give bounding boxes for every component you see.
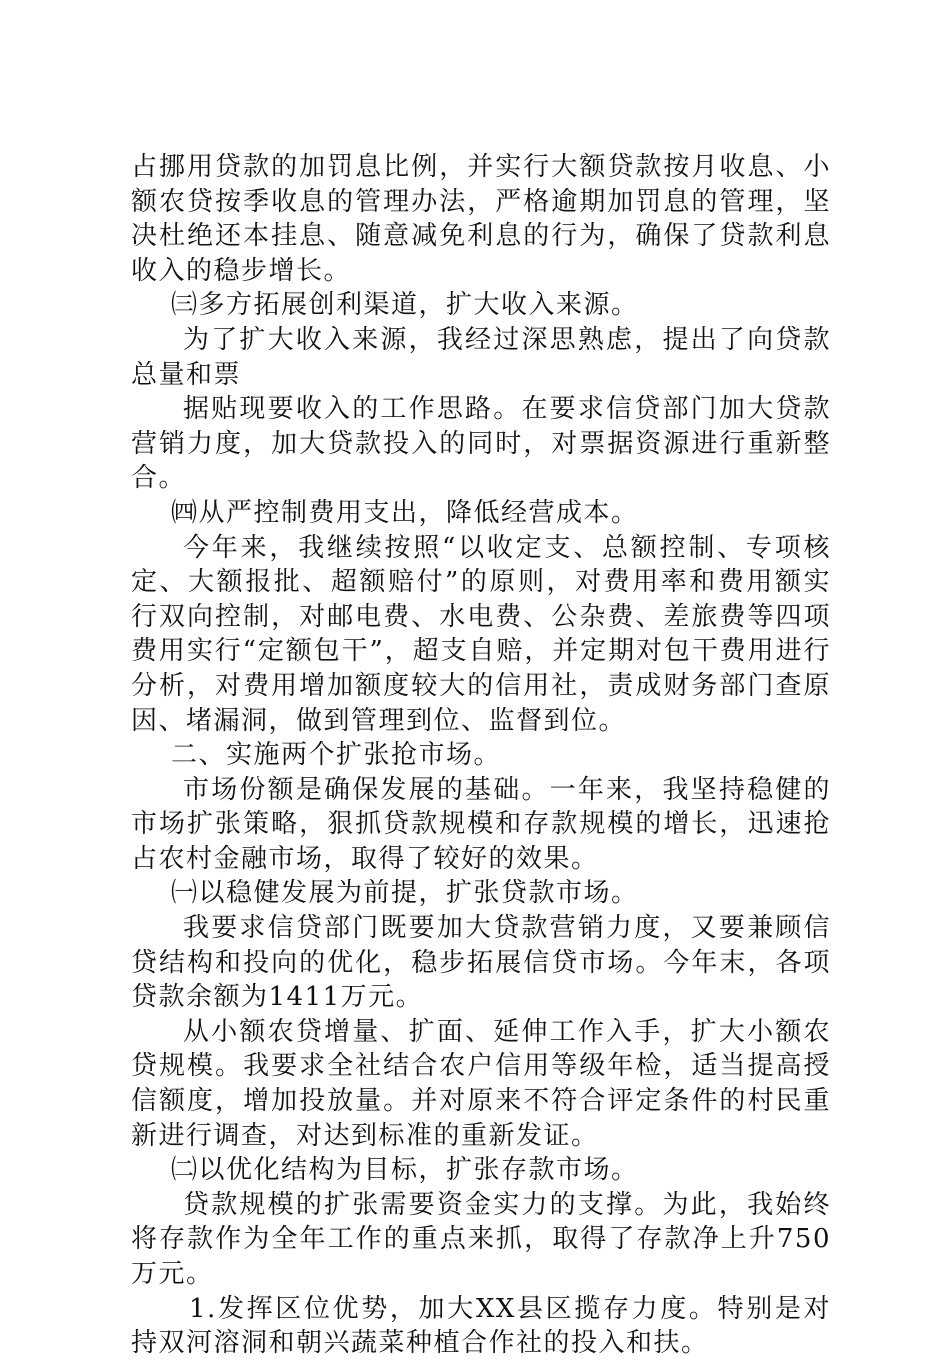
paragraph-market-share: 市场份额是确保发展的基础。一年来，我坚持稳健的市场扩张策略，狠抓贷款规模和存款规模的增长，迅速抢占农村金融市场，取得了较好的效果。	[131, 774, 831, 874]
paragraph-loan-balance: 我要求信贷部门既要加大贷款营销力度，又要兼顾信贷结构和投向的优化，稳步拓展信贷市场。今年末，各项贷款余额为1411万元。	[131, 913, 831, 1013]
paragraph-cost-control: 今年来，我继续按照“以收定支、总额控制、专项核定、大额报批、超额赔付”的原则，对费用率和费用额实行双向控制，对邮电费、水电费、公杂费、差旅费等四项费用实行“定额包干”，超支自赔，并定期对包干费用进行分析，对费用增加额度较大的信用社，责成财务部门查原因、堵漏洞，做到管理到位、监督到位。	[131, 532, 831, 736]
heading-deposit-market: ㈡以优化结构为目标，扩张存款市场。	[171, 1155, 639, 1186]
paragraph-micro-loans: 从小额农贷增量、扩面、延伸工作入手，扩大小额农贷规模。我要求全社结合农户信用等级年检，适当提高授信额度，增加投放量。并对原来不符合评定条件的村民重新进行调查，对达到标准的重新发证。	[131, 1016, 831, 1151]
heading-control-costs: ㈣从严控制费用支出，降低经营成本。	[171, 497, 639, 528]
paragraph-deposit-growth: 贷款规模的扩张需要资金实力的支撑。为此，我始终将存款作为全年工作的重点来抓，取得了存款净上升750万元。	[131, 1189, 831, 1289]
paragraph-bill-discount: 据贴现要收入的工作思路。在要求信贷部门加大贷款营销力度，加大贷款投入的同时，对票据资源进行重新整合。	[131, 394, 831, 494]
heading-two-expansions: 二、实施两个扩张抢市场。	[171, 740, 502, 771]
paragraph-location-advantage: 1.发挥区位优势，加大XX县区揽存力度。特别是对持双河溶洞和朝兴蔬菜种植合作社的投入和扶。	[131, 1293, 831, 1359]
heading-loan-market: ㈠以稳健发展为前提，扩张贷款市场。	[171, 878, 639, 909]
paragraph-revenue-idea: 为了扩大收入来源，我经过深思熟虑，提出了向贷款总量和票	[131, 324, 831, 390]
document-page	[131, 150, 831, 1361]
heading-expand-revenue: ㈢多方拓展创利渠道，扩大收入来源。	[171, 290, 639, 321]
paragraph-interest-management: 占挪用贷款的加罚息比例，并实行大额贷款按月收息、小额农贷按季收息的管理办法，严格逾期加罚息的管理，坚决杜绝还本挂息、随意减免利息的行为，确保了贷款利息收入的稳步增长。	[131, 152, 831, 286]
